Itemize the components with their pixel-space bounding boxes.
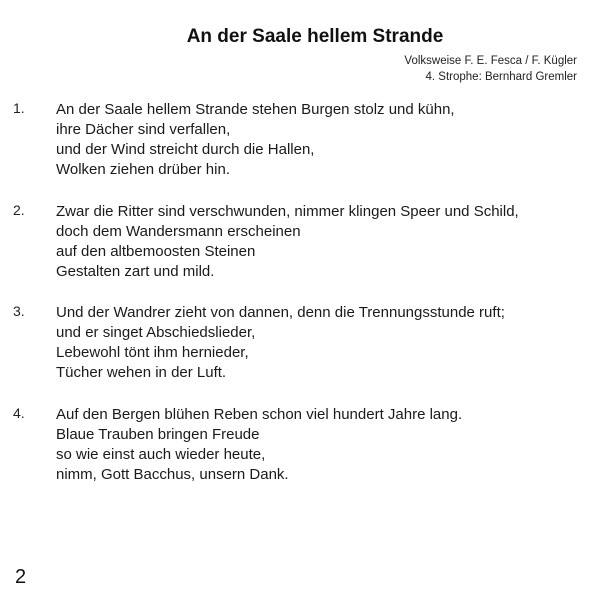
- page-number: 2: [15, 566, 27, 588]
- verse-line: und er singet Abschiedslieder,: [56, 324, 256, 341]
- verse-line: nimm, Gott Bacchus, unsern Dank.: [56, 466, 289, 483]
- verse-line: auf den altbemoosten Steinen: [56, 243, 256, 260]
- song-title: An der Saale hellem Strande: [186, 26, 444, 47]
- verse-line: Blaue Trauben bringen Freude: [56, 426, 260, 443]
- verse-line: Lebewohl tönt ihm hernieder,: [56, 344, 249, 361]
- verse-line: Auf den Bergen blühen Reben schon viel hundert Jahre lang.: [56, 406, 463, 423]
- verse-line: An der Saale hellem Strande stehen Burgen stolz und kühn,: [56, 101, 455, 118]
- verse-line: Wolken ziehen drüber hin.: [56, 161, 230, 178]
- verse-line: so wie einst auch wieder heute,: [56, 446, 266, 463]
- stanza-number: 3.: [13, 303, 25, 319]
- verse-line: Zwar die Ritter sind verschwunden, nimmer klingen Speer und Schild,: [56, 203, 519, 220]
- composer-credit: Volksweise F. E. Fesca / F. Kügler: [404, 55, 577, 67]
- stanza-number: 4.: [13, 405, 25, 421]
- verse-author-credit: 4. Strophe: Bernhard Gremler: [425, 71, 577, 83]
- verse-line: ihre Dächer sind verfallen,: [56, 121, 231, 138]
- verse-line: Und der Wandrer zieht von dannen, denn die Trennungsstunde ruft;: [56, 304, 505, 321]
- verse-line: Tücher wehen in der Luft.: [56, 364, 227, 381]
- verse-line: und der Wind streicht durch die Hallen,: [56, 141, 315, 158]
- stanza-number: 1.: [13, 100, 25, 116]
- stanza-number: 2.: [13, 202, 25, 218]
- verse-line: Gestalten zart und mild.: [56, 263, 215, 280]
- credits: [404, 53, 577, 85]
- verse-line: doch dem Wandersmann erscheinen: [56, 223, 301, 240]
